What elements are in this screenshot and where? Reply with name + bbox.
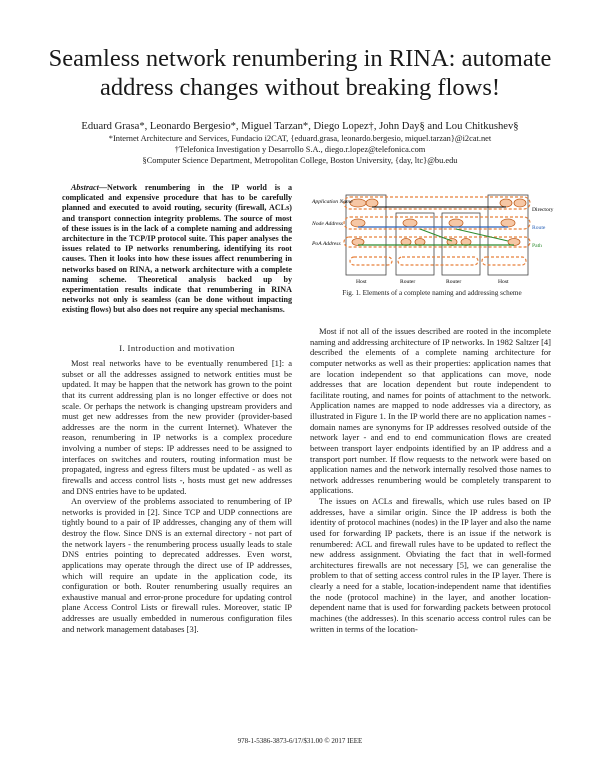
figure-naming-scheme xyxy=(310,185,554,285)
legend-path: Path xyxy=(532,243,542,249)
row-label: PoA Address xyxy=(312,241,341,247)
left-column-body xyxy=(62,358,292,634)
legend-directory: Directory xyxy=(532,207,554,213)
abstract-lead: Abstract— xyxy=(71,183,107,192)
figure-caption: Fig. 1. Elements of a complete naming and addressing scheme xyxy=(342,289,522,297)
paper-title: Seamless network renumbering in RINA: automate address changes without breaking flows! xyxy=(48,45,552,101)
affiliation-1: *Internet Architecture and Services, Fundacio i2CAT, {eduard.grasa, leonardo.bergesio, miquel.tarzan}@i2cat.net xyxy=(108,134,492,143)
legend-route: Route xyxy=(532,225,546,231)
paragraph: The issues on ACLs and firewalls, which use rules based on IP addresses, have a similar origin. Since the IP address is both the identity of protocol machines (nodes) in the IP layer and also the name used for forwarding IP packets, there is an issue if the network is renumbered: ACL and firewall rules have to be updated to reflect the new address assignment. Obviating the fact that in well-formed architectures firewalls are not necessary [5], we can generalise the problem to that of setting access control rules in the IP layer. There is clearly a need for a stable, location-independent name that identifies the node (protocol machine) in the layer, and another location-dependent name that is used for forwarding packets between protocol machines (the addresses). In this scenario access control rules can be written in terms of the location- xyxy=(310,496,551,634)
row-label: Application Name xyxy=(312,199,353,205)
right-column-body xyxy=(310,326,551,634)
box-label: Router xyxy=(446,279,462,285)
affiliation-2: †Telefonica Investigation y Desarrollo S.A., diego.r.lopez@telefonica.com xyxy=(174,145,426,154)
abstract-text xyxy=(62,183,292,316)
abstract-block xyxy=(62,183,292,316)
author-list: Eduard Grasa*, Leonardo Bergesio*, Miguel Tarzan*, Diego Lopez†, John Day§ and Lou Chitkushev§ xyxy=(81,121,519,132)
box-label: Router xyxy=(400,279,416,285)
copyright-footer: 978-1-5386-3873-6/17/$31.00 © 2017 IEEE xyxy=(237,737,363,745)
affiliation-3: §Computer Science Department, Metropolitan College, Boston University, {day, ltc}@bu.edu xyxy=(142,156,458,165)
box-label: Host xyxy=(498,279,509,285)
abstract-body: Network renumbering in the IP world is a complicated and expensive procedure that has to be carefully planned and executed to avoid routing, security (firewall, ACLs) and transport connection integrity problems. The source of most of these issues is in the lack of a complete naming and addressing architecture in the TCP/IP protocol suite. This paper analyses the issues related to IP networks renumbering, identifying its root causes. Then it looks into how these issues affect renumbering in networks based on RINA, a network architecture with a complete naming scheme. Theoretical analysis backed up by experimentation results indicate that renumbering in RINA networks not only is seamless (can be done without impacting existing flows) but also does not require any special mechanisms. xyxy=(62,183,292,315)
layer-ovals xyxy=(350,199,526,246)
paragraph: An overview of the problems associated to renumbering of IP networks is provided in [2]. Since TCP and UDP connections are tightly bound to a pair of IP addresses, changing any of them will destroy the flow. Since DNS is an external directory - not part of the network layers - the renumbering process usually leads to stale DNS entries pointing to deprecated addresses. Even worst, applications may operate through the direct use of IP addresses, which will require an update in the application code, its configuration or both. Router renumbering usually requires an exhaustive manual and error-prone procedure for updating control plane Access Control Lists or firewall rules. Moreover, static IP addresses are usually embedded in numerous configuration files and network management databases [3]. xyxy=(62,496,292,634)
box-label: Host xyxy=(356,279,367,285)
row-label: Node Address xyxy=(312,221,343,227)
paragraph: Most real networks have to be eventually renumbered [1]: a subset or all the addresses assigned to network entities must be updated. It may be happen that the network has grown to the point that its current addressing plan is no longer effective or does not scale. Or perhaps the network is changing upstream providers and must get new addresses from the new provider (provider-based addresses are the norm in the current Internet). Whatever the reason, renumbering in IP networks is a complex procedure involving a number of steps: IP addresses need to be assigned to interfaces on switches and routers, routing information must be propagated, ingress and egress filters must be updated - as well as firewalls and access control lists -, hosts must get new addresses and DNS entries have to be updated. xyxy=(62,358,292,496)
paragraph: Most if not all of the issues described are rooted in the incomplete naming and addressing architecture of IP networks. In 1982 Saltzer [4] described the elements of a complete naming architecture for computer networks as well as their properties: application names that are location independent so that applications can move, node addresses that are location dependent but route independent to facilitate routing, and names for points of attachment to the network. Application names are mapped to node addresses via a directory, as illustrated in Figure 1. In the IP world there are no application names - domain names are synonyms for IP addresses resolved outside of the network layer - and end to end communication flows are created between transport layer endpoints identified by an IP address and a transport port number. If flow requests to the network were based on application names and the network internally resolved those names to network addresses renumbering would be completely transparent to applications. xyxy=(310,326,551,496)
section-heading: I. Introduction and motivation xyxy=(119,343,235,353)
